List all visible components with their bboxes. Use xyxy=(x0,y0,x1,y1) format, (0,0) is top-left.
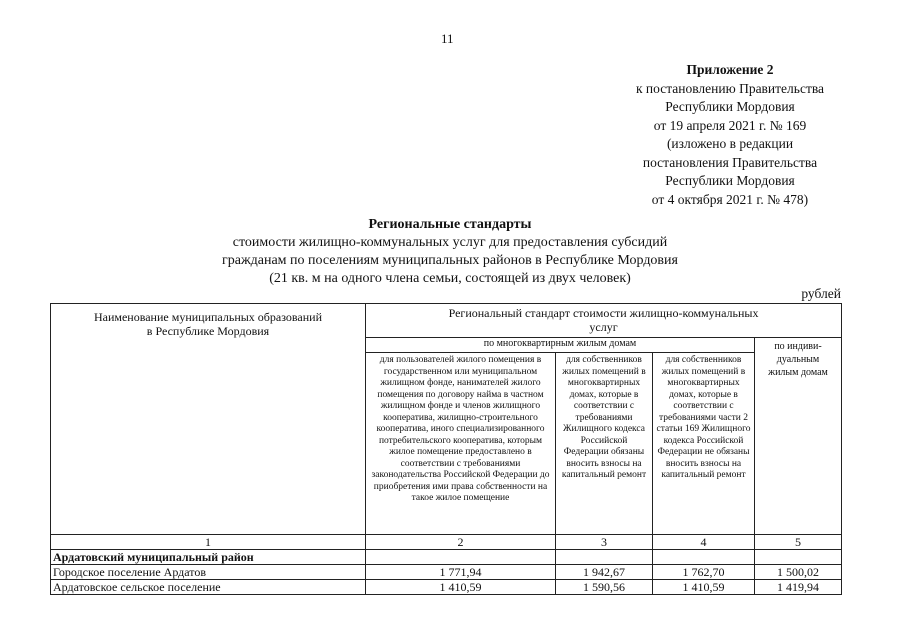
appendix-line: к постановлению Правительства xyxy=(635,80,825,96)
empty-cell xyxy=(755,550,842,565)
value-cell: 1 590,56 xyxy=(556,580,653,595)
appendix-line: от 4 октября 2021 г. № 478) xyxy=(651,191,809,207)
column-number: 4 xyxy=(653,535,755,550)
page-number: 11 xyxy=(441,31,454,46)
value-cell: 1 771,94 xyxy=(366,565,556,580)
appendix-line: Республики Мордовия xyxy=(665,99,795,114)
value-cell: 1 942,67 xyxy=(556,565,653,580)
appendix-line: от 19 апреля 2021 г. № 169 xyxy=(653,117,807,133)
header-individual-houses: по индиви-дуальным жилым домам xyxy=(755,338,842,535)
appendix-heading: Приложение 2 xyxy=(686,62,774,77)
settlement-name: Ардатовское сельское поселение xyxy=(51,580,366,595)
appendix-line: постановления Правительства xyxy=(642,154,818,170)
header-regional-standard: Региональный стандарт стоимости жилищно-коммунальных услуг xyxy=(366,304,842,338)
column-number: 5 xyxy=(755,535,842,550)
header-owners-exempt: для собственников жилых помещений в многоквартирных домах, которые в соответствии с требованиями части 2 статьи 169 Жилищного кодекса Российской Федерации не обязаны вносить взносы на капитальный ремонт xyxy=(653,353,755,535)
column-number: 2 xyxy=(366,535,556,550)
value-cell: 1 762,70 xyxy=(653,565,755,580)
header-apartment-buildings: по многоквартирным жилым домам xyxy=(366,338,755,353)
region-name: Ардатовский муниципальный район xyxy=(51,550,366,565)
appendix-block xyxy=(580,61,880,209)
header-owners-paying: для собственников жилых помещений в многоквартирных домах, которые в соответствии с требованиями Жилищного кодекса Российской Федерации обязаны вносить взносы на капитальный ремонт xyxy=(556,353,653,535)
value-cell: 1 500,02 xyxy=(755,565,842,580)
appendix-line: (изложено в редакции xyxy=(666,136,794,151)
table-row xyxy=(51,565,842,580)
document-title xyxy=(150,216,750,288)
header-tenants: для пользователей жилого помещения в государственном или муниципальном жилищном фонде, нанимателей жилого помещения по договору найма в частном жилищном фонде и членов жилищного кооператива, жилищно-строительного кооператива, иного специализированного потребительского кооператива, которым жилое помещение предоставлено в соответствии с требованиями законодательства Российской Федерации до приобретения ими права собственности на такое жилое помещение xyxy=(366,353,556,535)
title-line: (21 кв. м на одного члена семьи, состоящей из двух человек) xyxy=(269,271,631,286)
value-cell: 1 410,59 xyxy=(366,580,556,595)
title-bold: Региональные стандарты xyxy=(368,217,532,232)
column-number: 3 xyxy=(556,535,653,550)
value-cell: 1 419,94 xyxy=(755,580,842,595)
empty-cell xyxy=(366,550,556,565)
units-label: рублей xyxy=(801,286,841,301)
column-number: 1 xyxy=(51,535,366,550)
table-row xyxy=(51,580,842,595)
empty-cell xyxy=(556,550,653,565)
header-municipality: Наименование муниципальных образований в Республике Мордовия xyxy=(51,304,366,535)
appendix-line: Республики Мордовия xyxy=(665,173,795,188)
empty-cell xyxy=(653,550,755,565)
standards-table xyxy=(50,303,842,595)
settlement-name: Городское поселение Ардатов xyxy=(51,565,366,580)
value-cell: 1 410,59 xyxy=(653,580,755,595)
title-line: стоимости жилищно-коммунальных услуг для предоставления субсидий xyxy=(232,235,668,250)
title-line: гражданам по поселениям муниципальных районов в Республике Мордовия xyxy=(222,253,678,268)
